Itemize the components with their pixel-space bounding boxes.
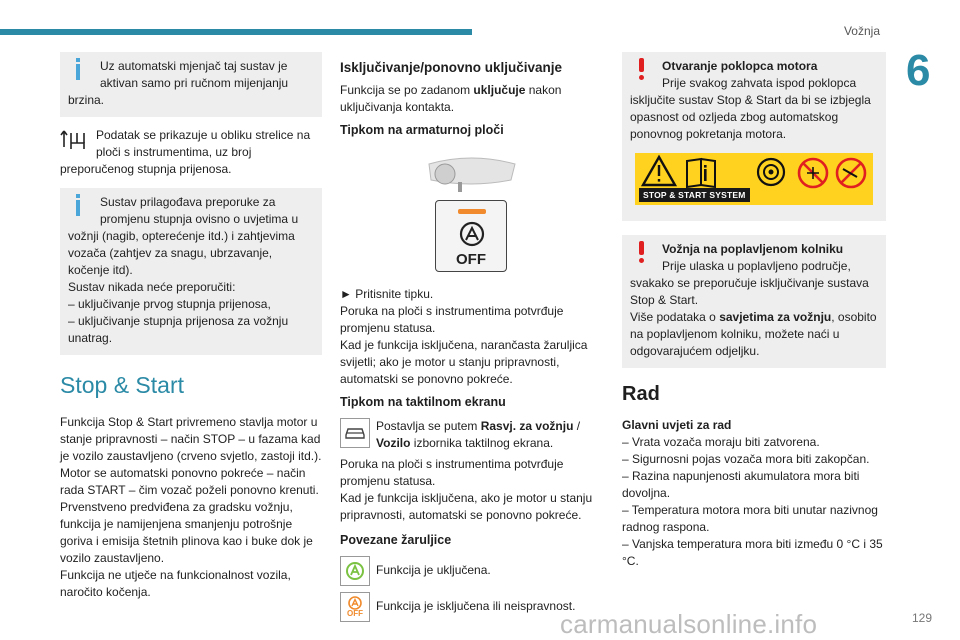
- condition-item: – Razina napunjenosti akumulatora mora biti dovoljna.: [622, 468, 860, 500]
- warning-flood-text: Prije ulaska u poplavljeno područje, svakako se preporučuje isključivanje sustava Stop & Start.: [630, 259, 869, 308]
- info-note-text: Uz automatski mjenjač taj sustav je aktivan samo pri ručnom mijenjanju brzina.: [68, 59, 289, 108]
- sticker-label: STOP & START SYSTEM: [639, 188, 750, 202]
- touchscreen-row: [340, 418, 602, 452]
- lamp-off-text: Funkcija je isključena ili neispravnost.: [376, 599, 576, 614]
- no-hand-fan-icon: [799, 159, 827, 187]
- orange-indicator-lamp: [458, 209, 486, 214]
- warning-icon: [630, 241, 656, 269]
- stop-start-paragraph: Funkcija Stop & Start privremeno stavlja motor u stanje pripravnosti – način STOP – u fazama kad je vozilo zaustavljeno (crveno svjetlo, zastoji itd.). Motor se automatski ponovno pokreće – način rada START – čim vozač poželi ponovno krenuti.: [60, 415, 322, 498]
- touch-after-text: Kad je funkcija isključena, ako je motor u stanju pripravnosti, automatski se ponovno pokreće.: [340, 491, 593, 523]
- press-step: ► Pritisnite tipku.: [340, 286, 434, 301]
- page-number: 129: [911, 611, 932, 625]
- gear-indicator-text: Podatak se prikazuje u obliku strelice na ploči s instrumentima, uz broj preporučenog stupnja prijenosa.: [60, 128, 311, 177]
- info-note-system: [60, 188, 322, 355]
- column-middle: [340, 52, 602, 628]
- operation-heading: Rad: [622, 383, 660, 406]
- header-accent-bar: [0, 29, 472, 35]
- danger-triangle-icon: [643, 157, 675, 185]
- press-step: Kad je funkcija isključena, narančasta žaruljica svijetli; ako je motor u stanju pripravnosti, automatski se ponovno pokreće.: [340, 338, 588, 387]
- warning-flood-title: Vožnja na poplavljenom kolniku: [662, 242, 844, 257]
- info-icon: [68, 194, 94, 222]
- green-auto-lamp-icon: [340, 556, 370, 586]
- warning-bonnet-title: Otvaranje poklopca motora: [662, 59, 818, 73]
- section-title: Vožnja: [843, 24, 880, 38]
- system-note-line: Sustav prilagođava preporuke za promjenu stupnja ovisno o uvjetima u vožnji (nagib, opterećenje itd.) i zahtjevima vozača (zahtjev za snagu, ubrzavanje, kočenje itd).: [68, 195, 299, 278]
- warning-bonnet: [622, 52, 886, 221]
- warning-icon: [630, 58, 656, 86]
- stop-start-off-button[interactable]: [435, 200, 507, 272]
- warning-flood-more: Više podataka o savjetima za vožnju, osobito na poplavljenom kolniku, možete naći u odgovarajućem odjeljku.: [630, 310, 877, 359]
- auto-a-icon: [452, 221, 492, 247]
- press-step: Poruka na ploči s instrumentima potvrđuje promjenu statusa.: [340, 304, 564, 336]
- main-conditions-title: Glavni uvjeti za rad: [622, 417, 732, 432]
- condition-item: – Vrata vozača moraju biti zatvorena.: [622, 434, 820, 449]
- column-right: [622, 52, 886, 570]
- lamp-on-row: [340, 556, 602, 586]
- touch-after-text: Poruka na ploči s instrumentima potvrđuje promjenu statusa.: [340, 456, 564, 488]
- dashboard-button-heading: Tipkom na armaturnoj ploči: [340, 123, 504, 138]
- orange-auto-off-lamp-icon: [340, 592, 370, 622]
- stop-start-sticker: [635, 153, 873, 205]
- info-icon: [68, 58, 94, 86]
- steering-wheel-icon: [423, 154, 519, 194]
- system-note-line: – uključivanje stupnja prijenosa za vožnju unatrag.: [68, 314, 289, 346]
- off-label: OFF: [456, 250, 486, 268]
- default-on-text: Funkcija se po zadanom uključuje nakon uključivanja kontakta.: [340, 83, 562, 115]
- chapter-number: 6: [906, 46, 931, 95]
- touchscreen-heading: Tipkom na taktilnom ekranu: [340, 395, 506, 410]
- system-note-line: – uključivanje prvog stupnja prijenosa,: [68, 297, 271, 312]
- gear-indicator-note: [60, 127, 322, 178]
- lamp-on-text: Funkcija je uključena.: [376, 563, 491, 578]
- touchscreen-text: Postavlja se putem Rasvj. za vožnju / Vozilo izbornika taktilnog ekrana.: [376, 418, 581, 450]
- stop-start-paragraph: Prvenstveno predviđena za gradsku vožnju, funkcija je namijenjena smanjenju potrošnje goriva i emisija štetnih plinova kao i buke dok je vozilo zaustavljeno.: [60, 500, 313, 566]
- dashboard-illustration: [340, 154, 602, 194]
- stop-start-paragraph: Funkcija ne utječe na funkcionalnost vozila, naročito kočenja.: [60, 568, 291, 600]
- car-icon: [340, 418, 370, 448]
- info-note-automatic: [60, 52, 322, 117]
- disable-enable-heading: Isključivanje/ponovno uključivanje: [340, 60, 563, 75]
- no-tool-icon: [837, 159, 865, 187]
- condition-item: – Vanjska temperatura mora biti između 0 °C i 35 °C.: [622, 536, 883, 569]
- stop-start-heading: Stop & Start: [60, 372, 185, 399]
- condition-item: – Temperatura motora mora biti unutar nazivnog radnog raspona.: [622, 502, 878, 534]
- column-left: [60, 52, 322, 601]
- condition-item: – Sigurnosni pojas vozača mora biti zakopčan.: [622, 451, 870, 466]
- lamp-off-label: OFF: [347, 608, 363, 618]
- fan-icon: [758, 159, 784, 185]
- lamps-heading: Povezane žaruljice: [340, 533, 452, 548]
- warning-flooded-road: [622, 235, 886, 368]
- warning-bonnet-text: Prije svakog zahvata ispod poklopca isključite sustav Stop & Start da bi se izbjegla opasnost od ozljeda zbog automatskog ponovnog pokretanja motora.: [630, 76, 871, 142]
- gear-shift-arrow-icon: [60, 127, 90, 155]
- system-note-line: Sustav nikada neće preporučiti:: [68, 280, 236, 295]
- watermark: carmanualsonline.info: [560, 609, 818, 639]
- manual-book-icon: [687, 159, 715, 187]
